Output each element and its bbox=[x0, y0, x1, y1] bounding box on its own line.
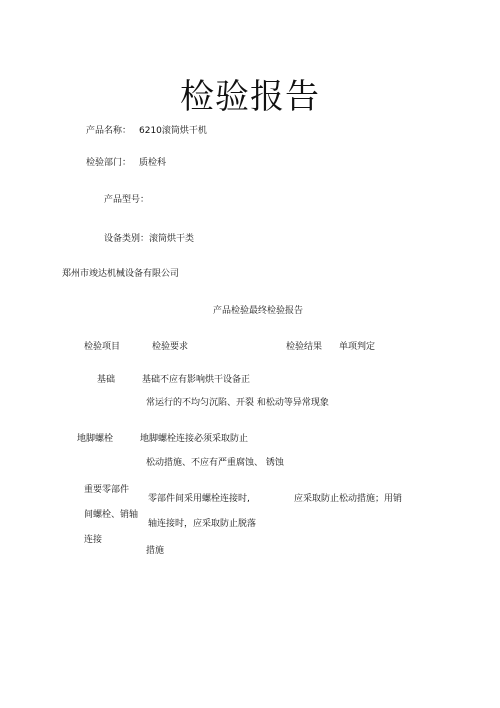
report-title: 检验报告 bbox=[180, 77, 320, 117]
row-anchor-bolt-requirement-line: 地脚螺栓连接必须采取防止 bbox=[140, 434, 249, 444]
row-anchor-bolt-requirement-line: 松动措施、不应有严重腐蚀、 锈蚀 bbox=[146, 458, 284, 468]
product-name-value: 6210滚筒烘干机 bbox=[139, 126, 207, 136]
row-parts-bolt-item-line: 重要零部件 bbox=[84, 485, 130, 495]
company-name: 郑州市竣达机械设备有限公司 bbox=[62, 269, 180, 279]
header-verdict: 单项判定 bbox=[339, 342, 376, 352]
row-parts-bolt-item-line: 间螺栓、销轴 bbox=[84, 510, 139, 520]
category-value: 滚筒烘干类 bbox=[149, 234, 195, 244]
inspection-table-title: 产品检验最终检验报告 bbox=[212, 306, 303, 316]
row-parts-bolt-requirement-line: 措施 bbox=[146, 546, 165, 556]
row-parts-bolt-item-line: 连接 bbox=[84, 535, 103, 545]
header-result: 检验结果 bbox=[286, 342, 323, 352]
department-label: 检验部门： bbox=[86, 158, 132, 168]
header-item: 检验项目 bbox=[84, 342, 121, 352]
row-parts-bolt-requirement-line: 零部件间采用螺栓连接时, bbox=[148, 494, 250, 504]
model-label: 产品型号： bbox=[104, 195, 150, 205]
row-parts-bolt-result: 应采取防止松动措施；用销 bbox=[294, 494, 403, 504]
header-requirement: 检验要求 bbox=[152, 342, 189, 352]
row-parts-bolt-requirement-line: 轴连接时，应采取防止脱落 bbox=[148, 519, 257, 529]
product-name-label: 产品名称： bbox=[86, 126, 132, 136]
row-foundation-item: 基础 bbox=[97, 375, 116, 385]
row-foundation-requirement-line: 常运行的不均匀沉陷、开裂 和松动等异常现象 bbox=[146, 398, 329, 408]
row-foundation-requirement-line: 基础不应有影响烘干设备正 bbox=[142, 375, 251, 385]
row-anchor-bolt-item: 地脚螺栓 bbox=[77, 434, 114, 444]
department-value: 质检科 bbox=[139, 158, 167, 168]
category-label: 设备类别： bbox=[104, 234, 150, 244]
